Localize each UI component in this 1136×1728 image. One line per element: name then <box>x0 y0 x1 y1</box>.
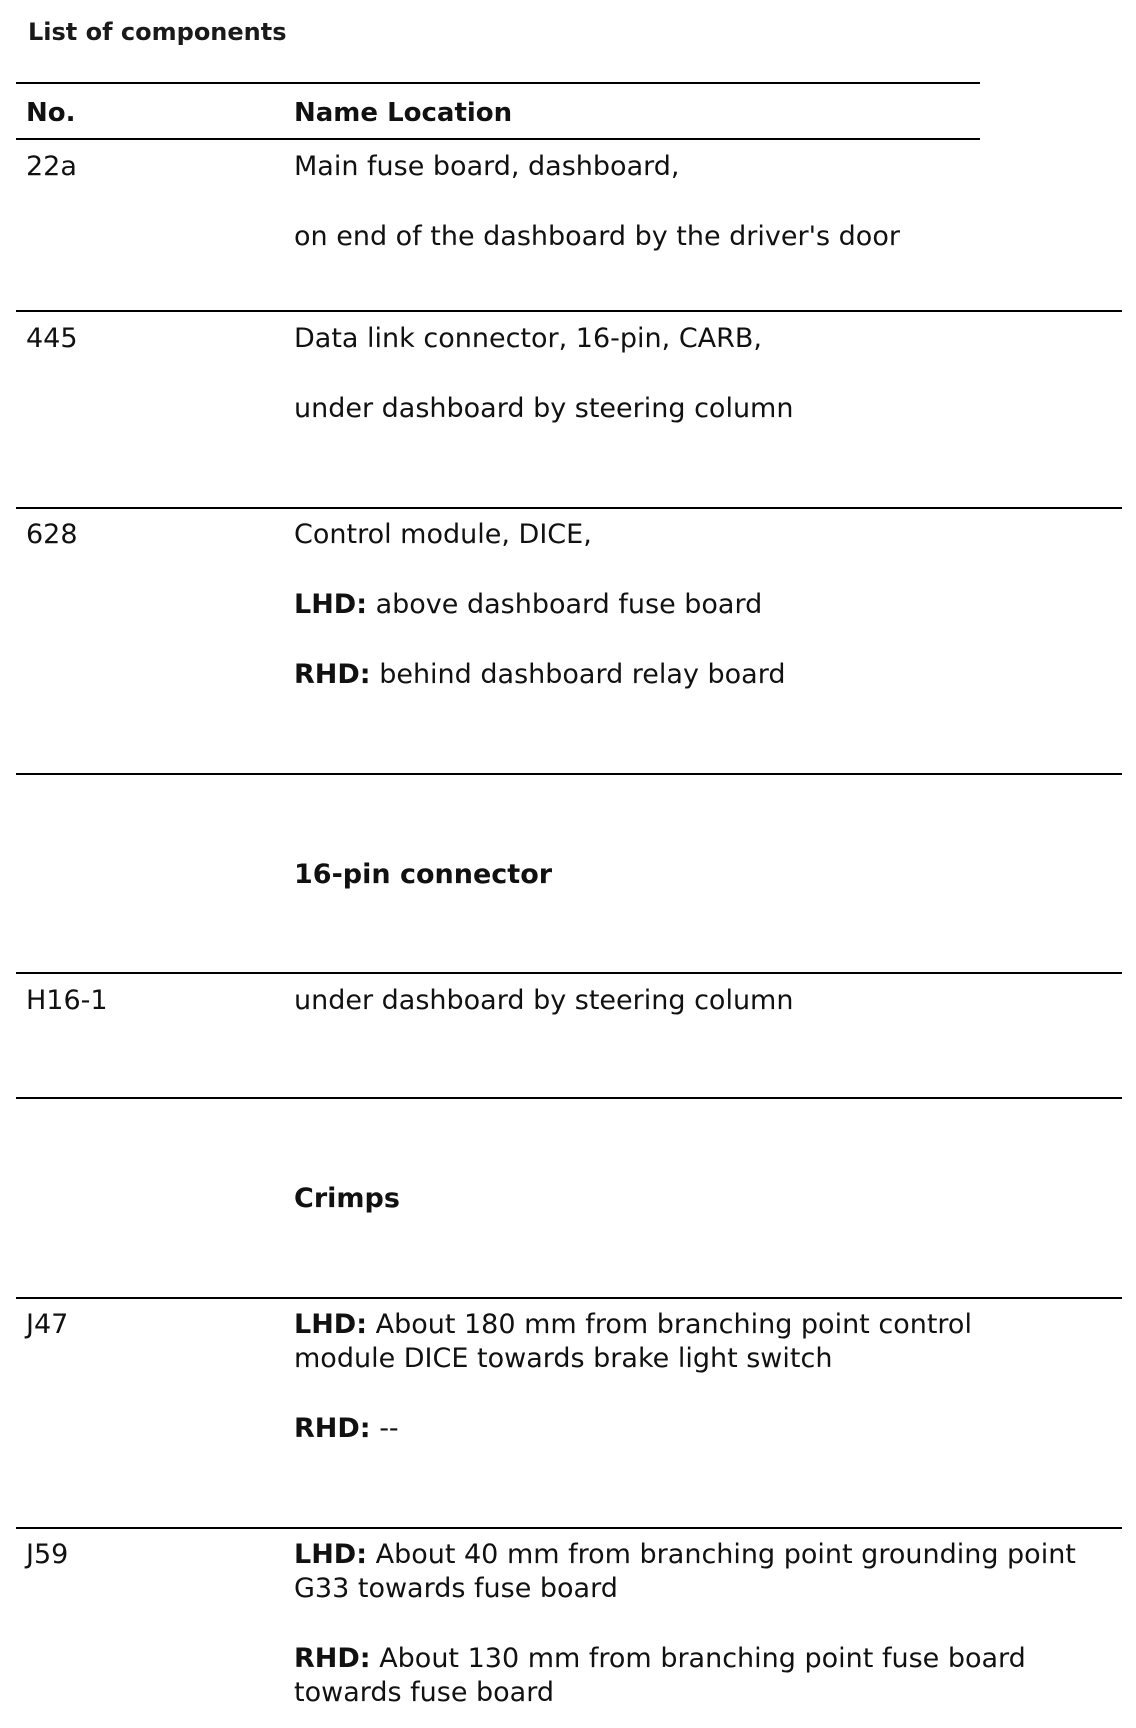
row-line <box>294 588 762 622</box>
lhd-text: About 180 mm from branching point control <box>367 1309 972 1340</box>
row-number: J59 <box>26 1539 69 1570</box>
rhd-text: About 130 mm from branching point fuse board <box>370 1643 1026 1674</box>
row-line: under dashboard by steering column <box>294 393 794 424</box>
row-line <box>294 1642 1026 1676</box>
rhd-label: RHD: <box>294 659 371 690</box>
rhd-label: RHD: <box>294 1413 371 1444</box>
lhd-text: above dashboard fuse board <box>367 589 763 620</box>
row-line: module DICE towards brake light switch <box>294 1343 833 1374</box>
row-rule <box>16 507 1122 509</box>
row-line <box>294 1412 399 1446</box>
row-line: Data link connector, 16-pin, CARB, <box>294 323 763 354</box>
lhd-label: LHD: <box>294 1309 368 1340</box>
row-rule <box>16 1527 1122 1529</box>
row-number: 22a <box>26 151 77 182</box>
row-line: under dashboard by steering column <box>294 985 794 1016</box>
lhd-label: LHD: <box>294 1539 368 1570</box>
row-number: 445 <box>26 323 78 354</box>
row-line <box>294 1308 972 1342</box>
row-rule <box>16 310 1122 312</box>
row-line <box>294 658 786 692</box>
header-no: No. <box>26 98 76 128</box>
row-number: J47 <box>26 1309 69 1340</box>
row-line: towards fuse board <box>294 1677 554 1708</box>
rhd-text: behind dashboard relay board <box>370 659 786 690</box>
row-rule <box>16 1097 1122 1099</box>
section-rule <box>16 1297 1122 1299</box>
lhd-text: About 40 mm from branching point grounding point <box>367 1539 1076 1570</box>
row-line: Main fuse board, dashboard, <box>294 151 680 182</box>
header-name-location: Name Location <box>294 98 513 128</box>
row-line: on end of the dashboard by the driver's door <box>294 221 900 252</box>
rhd-label: RHD: <box>294 1643 371 1674</box>
row-number: H16-1 <box>26 985 108 1016</box>
lhd-label: LHD: <box>294 589 368 620</box>
section-heading-crimps: Crimps <box>294 1183 400 1214</box>
row-line: G33 towards fuse board <box>294 1573 618 1604</box>
page-title: List of components <box>28 18 287 46</box>
row-number: 628 <box>26 519 78 550</box>
section-rule <box>16 972 1122 974</box>
row-line: Control module, DICE, <box>294 519 592 550</box>
header-rule <box>16 138 980 140</box>
row-line <box>294 1538 1076 1572</box>
table-top-rule <box>16 82 980 84</box>
rhd-text: -- <box>370 1413 399 1444</box>
section-heading-connector: 16-pin connector <box>294 859 553 890</box>
row-rule <box>16 773 1122 775</box>
